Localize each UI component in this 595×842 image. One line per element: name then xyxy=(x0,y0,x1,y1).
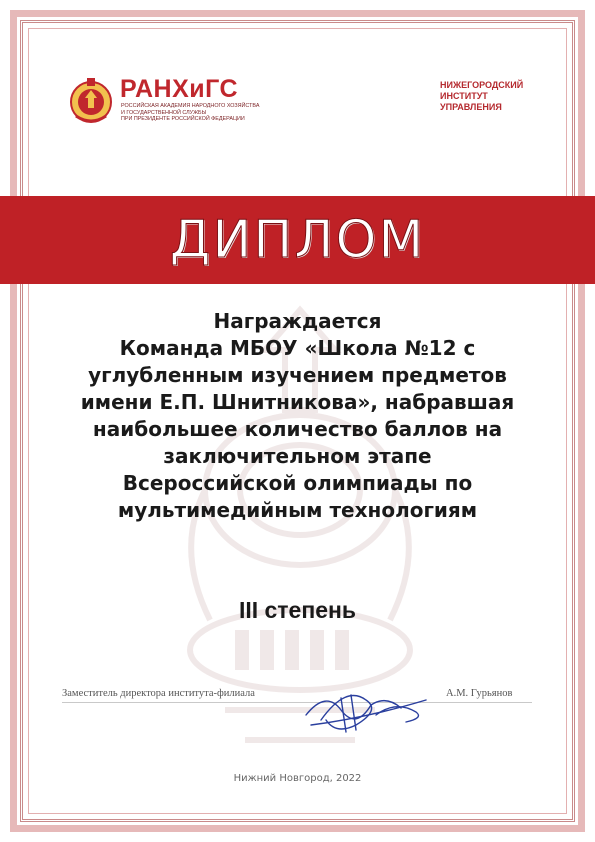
award-degree: III степень xyxy=(238,597,357,623)
award-line: Награждается xyxy=(213,309,382,333)
logo-subtitle xyxy=(121,103,261,123)
award-line: Всероссийской олимпиады по xyxy=(122,471,473,495)
logo-subtitle-line: ПРИ ПРЕЗИДЕНТЕ РОССИЙСКОЙ ФЕДЕРАЦИИ xyxy=(121,116,245,123)
award-line: мультимедийным технологиям xyxy=(117,498,478,522)
handwritten-signature xyxy=(296,670,436,740)
award-line: Команда МБОУ «Школа №12 с xyxy=(119,336,476,360)
signatory-role: Заместитель директора института-филиала xyxy=(62,688,255,699)
eagle-emblem-icon xyxy=(68,76,114,126)
signatory-name: А.М. Гурьянов xyxy=(446,688,513,699)
ranepa-logo xyxy=(68,76,258,128)
institute-name xyxy=(440,80,550,113)
award-line: наибольшее количество баллов на xyxy=(92,417,503,441)
award-line: заключительном этапе xyxy=(163,444,432,468)
award-line: имени Е.П. Шнитникова», набравшая xyxy=(80,390,515,414)
logo-subtitle-line: И ГОСУДАРСТВЕННОЙ СЛУЖБЫ xyxy=(121,109,207,116)
logo-subtitle-line: РОССИЙСКАЯ АКАДЕМИЯ НАРОДНОГО ХОЗЯЙСТВА xyxy=(121,103,260,109)
institute-line: НИЖЕГОРОДСКИЙ xyxy=(440,80,524,90)
city-year: Нижний Новгород, 2022 xyxy=(233,773,362,784)
diploma-title: ДИПЛОМ xyxy=(169,210,426,270)
institute-line: УПРАВЛЕНИЯ xyxy=(440,102,502,112)
award-text xyxy=(60,308,535,524)
award-line: углубленным изучением предметов xyxy=(88,363,507,387)
logo-title: РАНХиГС xyxy=(120,75,239,103)
institute-line: ИНСТИТУТ xyxy=(440,91,488,101)
